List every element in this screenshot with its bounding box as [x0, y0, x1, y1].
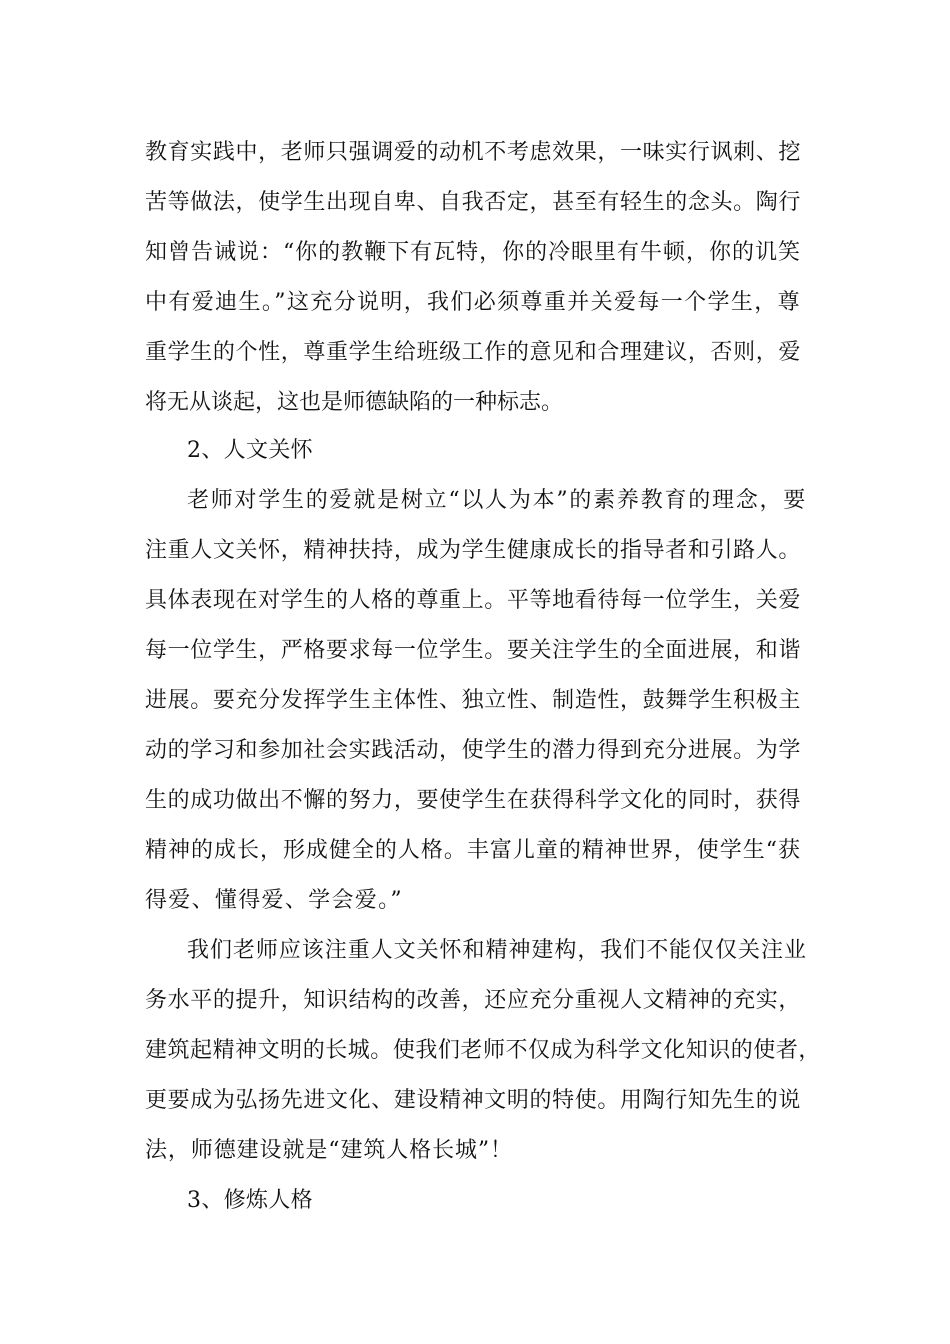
text-line: 我们老师应该注重人文关怀和精神建构，我们不能仅仅关注业: [187, 938, 807, 963]
text-line: 更要成为弘扬先进文化、建设精神文明的特使。用陶行知先生的说: [145, 1088, 801, 1113]
text-line: 具体表现在对学生的人格的尊重上。平等地看待每一位学生，关爱: [145, 588, 801, 613]
text-line: 苦等做法，使学生出现自卑、自我否定，甚至有轻生的念头。陶行: [145, 190, 801, 215]
text-line: 中有爱迪生。”这充分说明，我们必须尊重并关爱每一个学生，尊: [145, 290, 801, 315]
text-line: 老师对学生的爱就是树立“以人为本”的素养教育的理念，要: [187, 488, 808, 513]
text-line: 精神的成长，形成健全的人格。丰富儿童的精神世界，使学生“获: [145, 838, 801, 863]
text-line: 务水平的提升，知识结构的改善，还应充分重视人文精神的充实，: [145, 988, 801, 1013]
text-line: 重学生的个性，尊重学生给班级工作的意见和合理建议，否则，爱: [145, 340, 801, 365]
text-line: 知曾告诫说：“你的教鞭下有瓦特，你的冷眼里有牛顿，你的讥笑: [145, 240, 801, 265]
text-line: 进展。要充分发挥学生主体性、独立性、制造性，鼓舞学生积极主: [145, 688, 801, 713]
text-line: 每一位学生，严格要求每一位学生。要关注学生的全面进展，和谐: [145, 638, 801, 663]
text-line: 注重人文关怀，精神扶持，成为学生健康成长的指导者和引路人。: [145, 538, 801, 563]
text-line: 将无从谈起，这也是师德缺陷的一种标志。: [145, 390, 564, 415]
text-line: 建筑起精神文明的长城。使我们老师不仅成为科学文化知识的使者，: [145, 1038, 821, 1063]
text-line: 生的成功做出不懈的努力，要使学生在获得科学文化的同时，获得: [145, 788, 801, 813]
text-line: 法，师德建设就是“建筑人格长城”！: [145, 1138, 513, 1163]
text-line: 得爱、懂得爱、学会爱。”: [145, 888, 403, 913]
text-line: 教育实践中，老师只强调爱的动机不考虑效果，一味实行讽刺、挖: [145, 140, 801, 165]
section-heading: 3、修炼人格: [187, 1188, 313, 1213]
text-line: 动的学习和参加社会实践活动，使学生的潜力得到充分进展。为学: [145, 738, 801, 763]
section-heading: 2、人文关怀: [187, 438, 313, 463]
